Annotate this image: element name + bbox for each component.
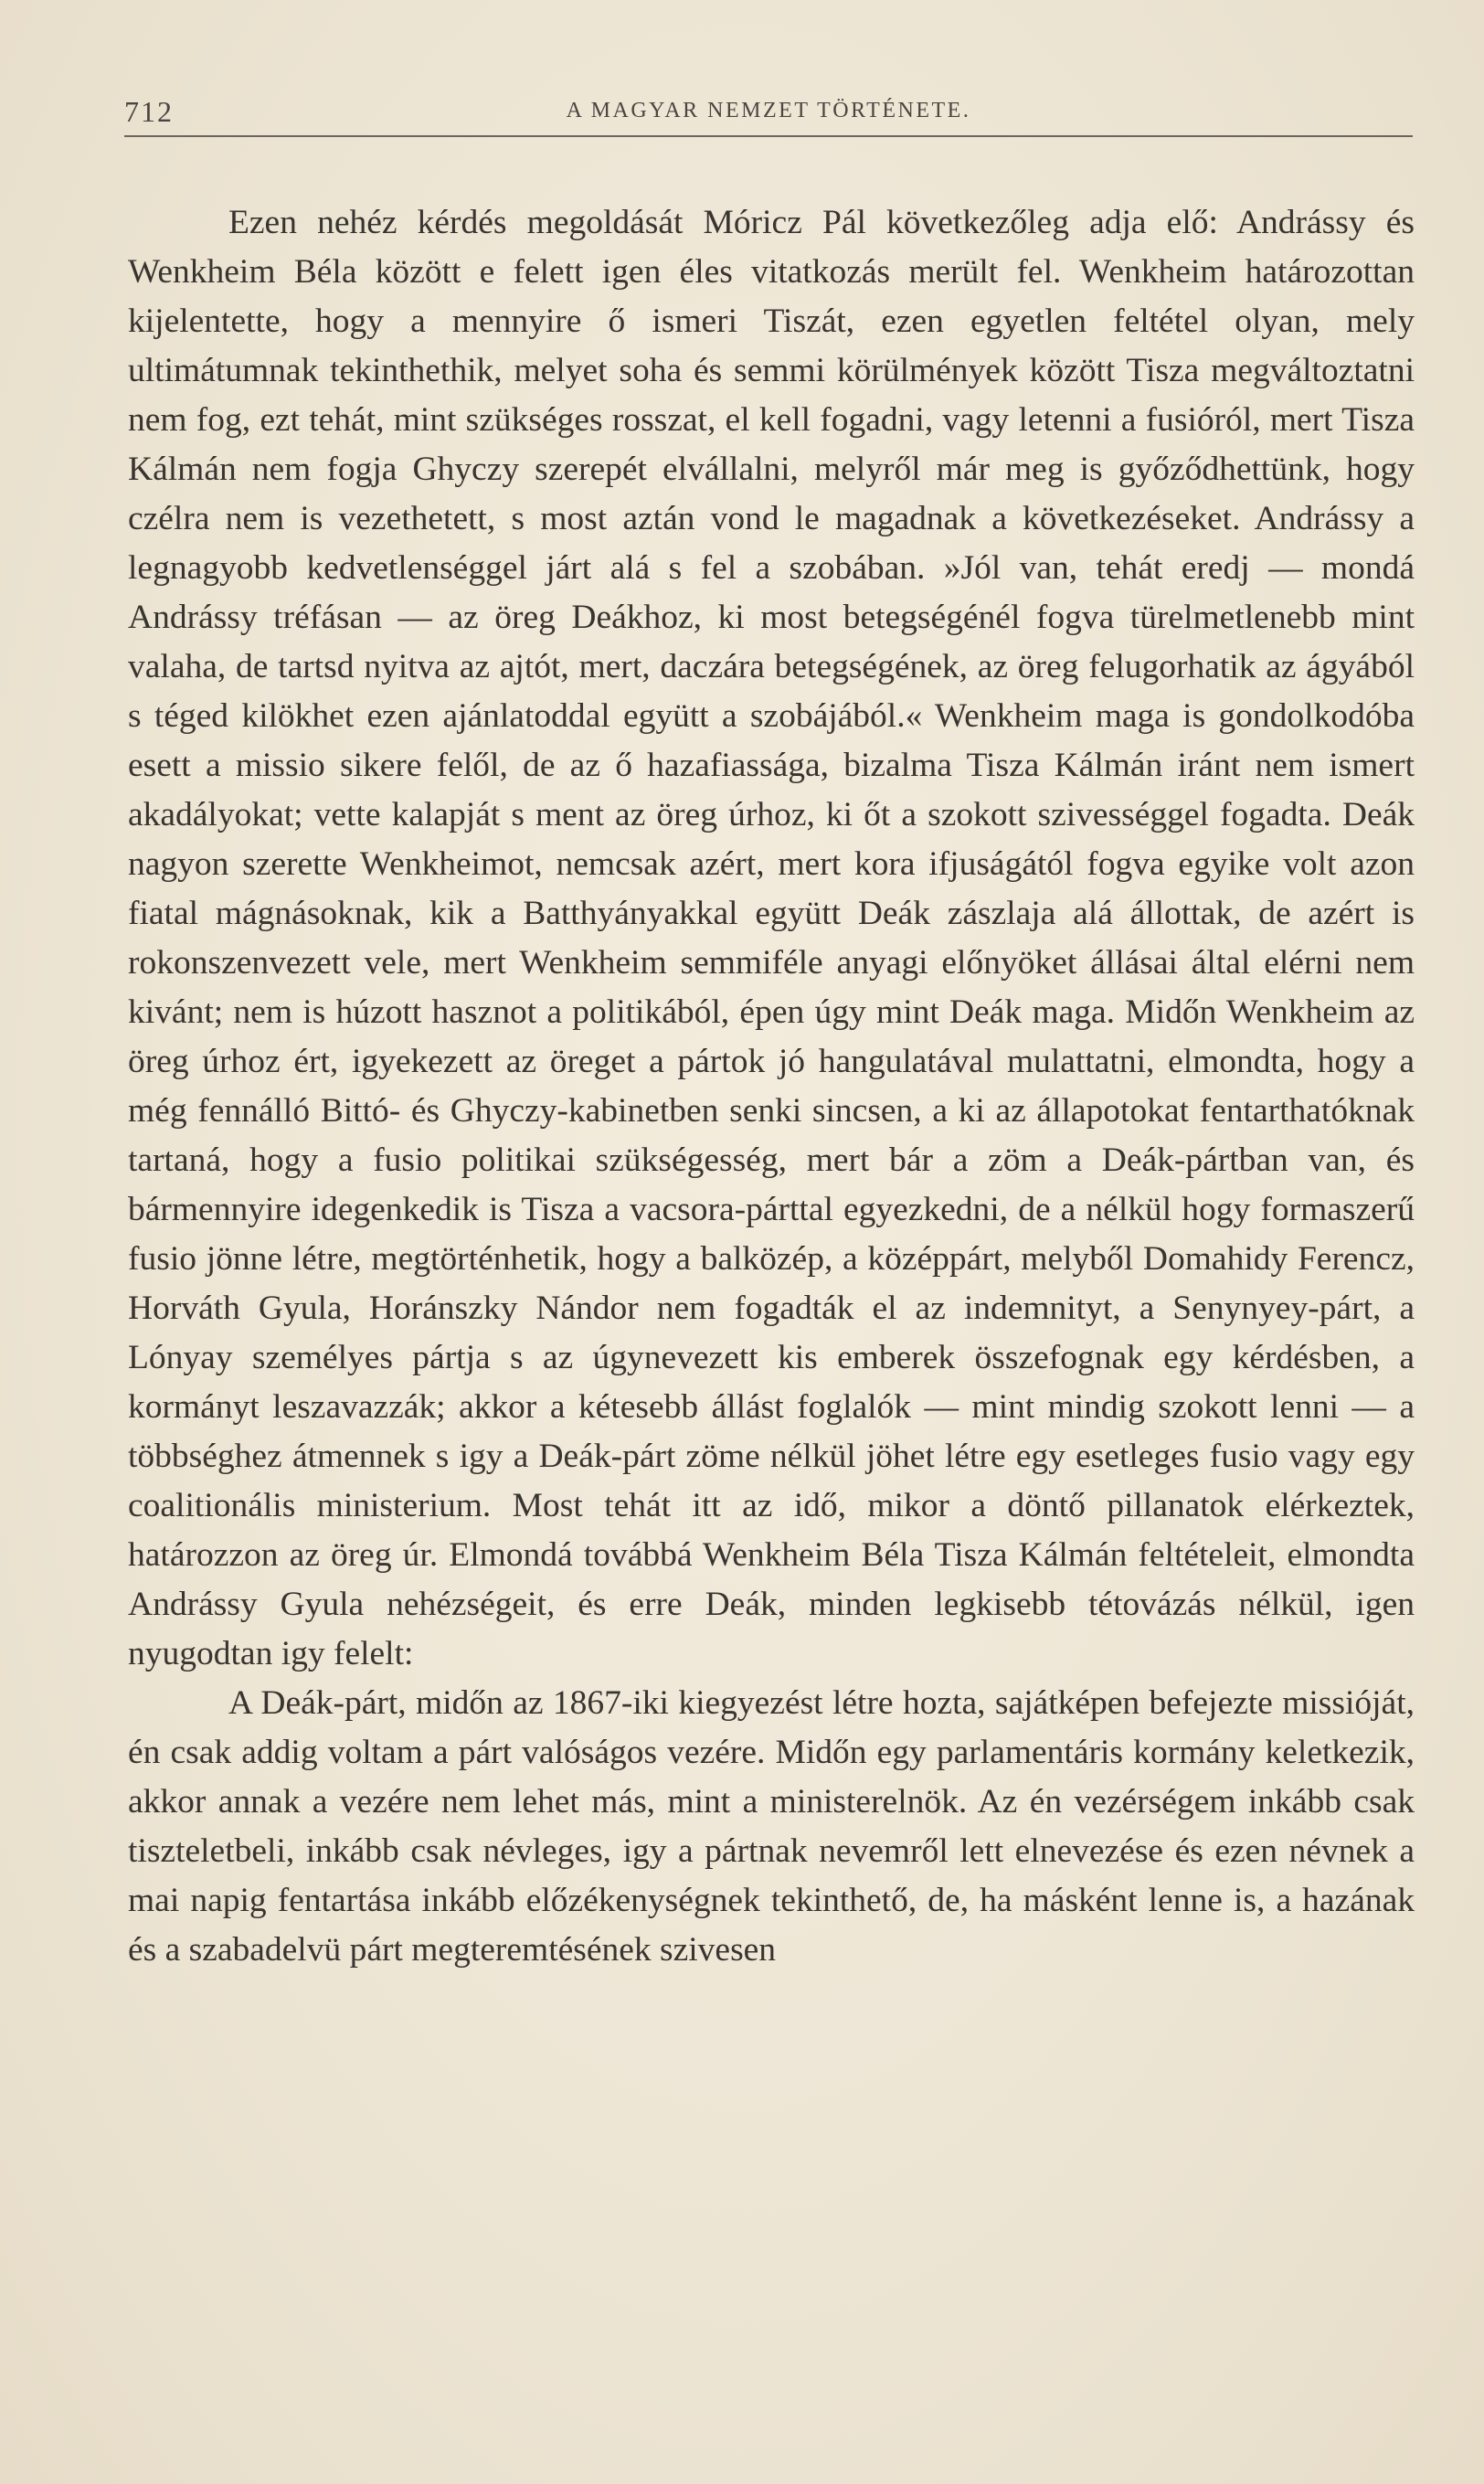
paragraph-1: Ezen nehéz kérdés megoldását Móricz Pál következőleg adja elő: Andrássy és Wenkheim Béla között e felett igen éles vitatkozás merült fel. Wenkheim határozottan kijelentette, hogy a mennyire ő ismeri Tiszát, ezen egyetlen feltétel olyan, mely ultimátumnak tekinthethik, melyet soha és semmi körülmények között Tisza megváltoztatni nem fog, ezt tehát, mint szükséges rosszat, el kell fogadni, vagy letenni a fusióról, mert Tisza Kálmán nem fogja Ghyczy szerepét elvállalni, melyről már meg is győződhettünk, hogy czélra nem is vezethetett, s most aztán vond le magadnak a következéseket. Andrássy a legnagyobb kedvetlenséggel járt alá s fel a szobában. »Jól van, tehát eredj — mondá Andrássy tréfásan — az öreg Deákhoz, ki most betegségénél fogva türelmetlenebb mint valaha, de tartsd nyitva az ajtót, mert, daczára betegségének, az öreg felugorhatik az ágyából s téged kilökhet ezen ajánlatoddal együtt a szobájából.« Wenkheim maga is gondolkodóba esett a missio sikere felől, de az ő hazafiassága, bizalma Tisza Kálmán iránt nem ismert akadályokat; vette kalapját s ment az öreg úrhoz, ki őt a szokott szivességgel fogadta. Deák nagyon szerette Wenkheimot, nemcsak azért, mert kora ifjuságától fogva egyike volt azon fiatal mágnásoknak, kik a Batthyányakkal együtt Deák zászlaja alá állottak, de azért is rokonszenvezett vele, mert Wenkheim semmiféle anyagi előnyöket állásai által elérni nem kivánt; nem is húzott hasznot a politikából, épen úgy mint Deák maga. Midőn Wenkheim az öreg úrhoz ért, igyekezett az öreget a pártok jó hangulatával mulattatni, elmondta, hogy a még fennálló Bittó- és Ghyczy-kabinetben senki sincsen, a ki az állapotokat fentarthatóknak tartaná, hogy a fusio politikai szükségesség, mert bár a zöm a Deák-pártban van, és bármennyire idegenkedik is Tisza a vacsora-párttal egyezkedni, de a nélkül hogy formaszerű fusio jönne létre, megtörténhetik, hogy a balközép, a középpárt, melyből Domahidy Ferencz, Horváth Gyula, Horánszky Nándor nem fogadták el az indemnityt, a Senynyey-párt, a Lónyay személyes pártja s az úgynevezett kis emberek összefognak egy kérdésben, a kormányt leszavazzák; akkor a kétesebb állást foglalók — mint mindig szokott lenni — a többséghez átmennek s igy a Deák-párt zöme nélkül jöhet létre egy esetleges fusio vagy egy coalitionális ministerium. Most tehát itt az idő, mikor a döntő pillanatok elérkeztek, határozzon az öreg úr. Elmondá továbbá Wenkheim Béla Tisza Kálmán feltételeit, elmondta Andrássy Gyula nehézségeit, és erre Deák, minden legkisebb tétovázás nélkül, igen nyugodtan igy felelt: (128, 204, 1415, 1672)
paragraph-2: A Deák-párt, midőn az 1867-iki kiegyezést létre hozta, sajátképen befejezte missióját, én csak addig voltam a párt valóságos vezére. Midőn egy parlamentáris kormány keletkezik, akkor annak a vezére nem lehet más, mint a ministerelnök. Az én vezérségem inkább csak tiszteletbeli, inkább csak névleges, igy a pártnak nevemről lett elnevezése és ezen névnek a mai napig fentartása inkább előzékenységnek tekinthető, de, ha másként lenne is, a hazának és a szabadelvü párt megteremtésének szivesen (128, 1684, 1415, 1969)
running-head (124, 95, 1413, 137)
page-number: 712 (124, 95, 174, 128)
body-text (128, 198, 1415, 1975)
running-title: A MAGYAR NEMZET TÖRTÉNETE. (566, 99, 971, 122)
